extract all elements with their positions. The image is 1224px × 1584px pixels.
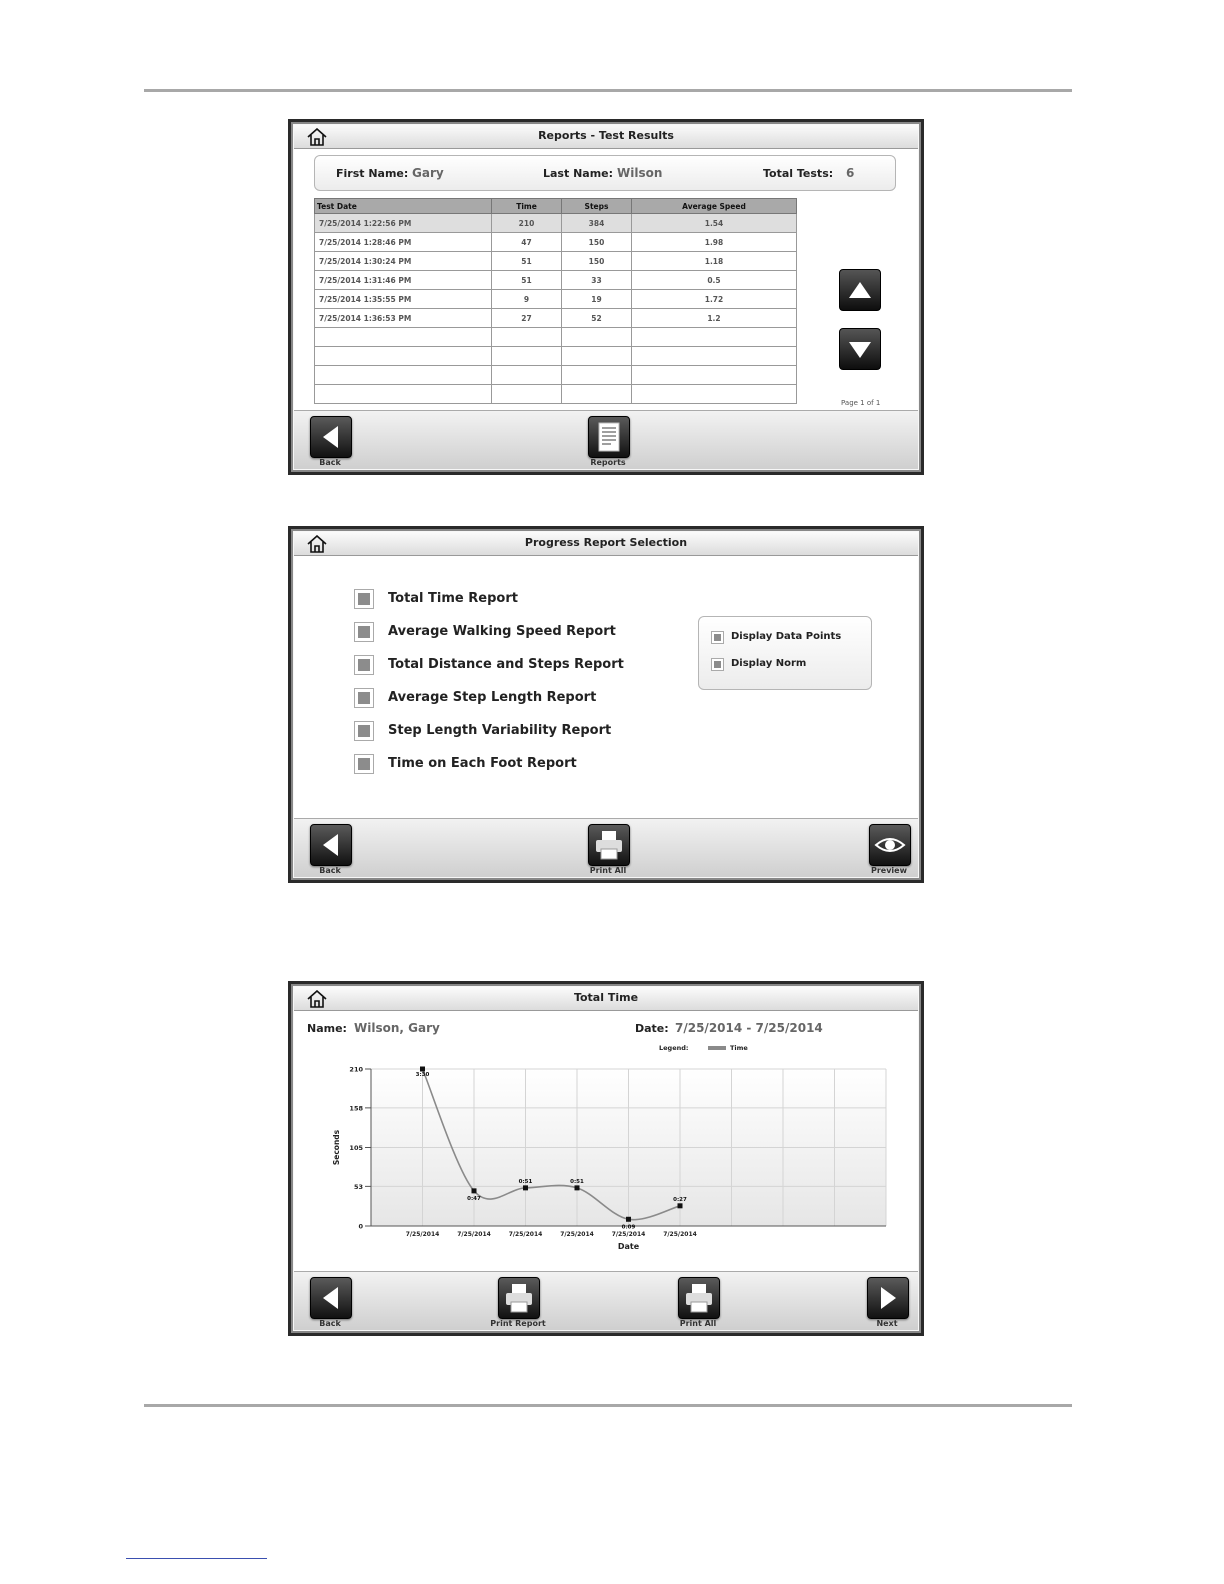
table-cell: 7/25/2014 1:35:55 PM [315, 290, 492, 309]
back-arrow-icon [311, 825, 351, 865]
table-cell [632, 347, 797, 366]
x-tick-label: 7/25/2014 [611, 1231, 646, 1238]
display-option-checkbox[interactable] [711, 631, 724, 644]
table-cell: 7/25/2014 1:22:56 PM [315, 214, 492, 233]
x-tick-label: 7/25/2014 [560, 1231, 594, 1238]
table-cell: 9 [492, 290, 562, 309]
content-area [294, 149, 918, 412]
table-cell: 1.18 [632, 252, 797, 271]
column-header[interactable]: Test Date [315, 199, 492, 214]
report-option-label: Average Walking Speed Report [388, 624, 616, 639]
table-cell [562, 366, 632, 385]
total-tests-value: 6 [846, 166, 855, 180]
back-button[interactable] [310, 1277, 352, 1319]
table-cell [315, 366, 492, 385]
table-cell: 384 [562, 214, 632, 233]
table-cell: 27 [492, 309, 562, 328]
back-arrow-icon [311, 1278, 351, 1318]
last-name-value: Wilson [617, 166, 663, 180]
table-cell: 1.72 [632, 290, 797, 309]
table-cell: 7/25/2014 1:30:24 PM [315, 252, 492, 271]
table-row[interactable] [315, 271, 797, 290]
table-row[interactable] [315, 252, 797, 271]
x-tick-label: 7/25/2014 [663, 1231, 697, 1238]
reports-button[interactable] [588, 416, 630, 458]
total-time-chart [294, 1059, 924, 1269]
y-axis-title: Seconds [332, 1129, 341, 1166]
print-all-button[interactable] [588, 824, 630, 866]
back-button[interactable] [310, 416, 352, 458]
table-cell: 150 [562, 252, 632, 271]
table-cell: 51 [492, 271, 562, 290]
preview-button[interactable] [869, 824, 911, 866]
screen-title: Reports - Test Results [538, 129, 674, 142]
content-area [294, 556, 918, 821]
up-arrow-icon [840, 270, 880, 310]
display-option-checkbox[interactable] [711, 658, 724, 671]
patient-info-bar [314, 155, 896, 191]
y-tick-label: 53 [353, 1182, 363, 1191]
y-tick-label: 210 [349, 1065, 363, 1074]
name-value: Wilson, Gary [354, 1021, 440, 1035]
table-cell: 47 [492, 233, 562, 252]
display-option-label: Display Norm [731, 658, 807, 669]
report-checkbox[interactable] [354, 754, 374, 774]
print-all-label: Print All [589, 866, 627, 875]
empty-table-row [315, 366, 797, 385]
column-header[interactable]: Time [492, 199, 562, 214]
table-cell: 210 [492, 214, 562, 233]
table-cell [492, 328, 562, 347]
y-tick-label: 158 [349, 1104, 363, 1113]
legend-item-time: Time [730, 1044, 748, 1052]
table-cell: 7/25/2014 1:28:46 PM [315, 233, 492, 252]
back-label: Back [319, 458, 341, 467]
first-name-label: First Name: [336, 167, 409, 180]
back-button[interactable] [310, 824, 352, 866]
report-document-icon [589, 417, 629, 457]
screen-title: Progress Report Selection [524, 536, 688, 549]
printer-icon [589, 825, 629, 865]
table-cell: 52 [562, 309, 632, 328]
data-label: 0:27 [673, 1196, 687, 1203]
report-option-label: Step Length Variability Report [388, 723, 612, 738]
table-cell [492, 385, 562, 404]
display-options-box [698, 616, 872, 690]
data-label: 0:09 [621, 1224, 636, 1231]
table-cell: 51 [492, 252, 562, 271]
scroll-down-button[interactable] [839, 328, 881, 370]
print-report-label: Print Report [490, 1319, 546, 1328]
data-label: 0:51 [518, 1178, 533, 1185]
table-cell: 19 [562, 290, 632, 309]
back-label: Back [319, 1319, 341, 1328]
reports-label: Reports [590, 458, 626, 467]
home-icon[interactable] [306, 990, 328, 1008]
report-checkbox[interactable] [354, 721, 374, 741]
table-header [315, 199, 797, 214]
next-label: Next [876, 1319, 898, 1328]
last-name-label: Last Name: [543, 167, 614, 180]
page-indicator: Page 1 of 1 [841, 399, 881, 407]
table-cell [492, 347, 562, 366]
data-label: 0:47 [467, 1195, 481, 1202]
title-bar [294, 532, 918, 556]
printer-icon [499, 1278, 539, 1318]
empty-table-row [315, 328, 797, 347]
empty-table-row [315, 385, 797, 404]
table-cell [562, 385, 632, 404]
date-label: Date: [635, 1022, 669, 1035]
home-icon[interactable] [306, 128, 328, 146]
legend-swatch [708, 1046, 726, 1050]
table-row[interactable] [315, 233, 797, 252]
y-tick-label: 105 [349, 1144, 363, 1152]
x-axis-title: Date [617, 1242, 640, 1251]
table-row[interactable] [315, 214, 797, 233]
table-cell: 1.54 [632, 214, 797, 233]
report-option-label: Time on Each Foot Report [388, 756, 577, 771]
column-header[interactable]: Steps [562, 199, 632, 214]
print-report-button[interactable] [498, 1277, 540, 1319]
report-option-label: Total Distance and Steps Report [388, 657, 624, 672]
table-cell: 1.2 [632, 309, 797, 328]
bottom-toolbar [294, 818, 918, 877]
table-cell: 7/25/2014 1:31:46 PM [315, 271, 492, 290]
report-checkbox[interactable] [354, 589, 374, 609]
data-label: 3:30 [415, 1072, 430, 1078]
data-point [472, 1188, 477, 1193]
preview-label: Preview [870, 866, 907, 875]
table-cell [632, 366, 797, 385]
report-option-label: Average Step Length Report [388, 690, 597, 705]
next-button[interactable] [867, 1277, 909, 1319]
table-cell [562, 328, 632, 347]
table-cell [315, 385, 492, 404]
data-point [575, 1185, 580, 1190]
total-time-chart-screen [288, 981, 924, 1336]
title-bar [294, 987, 918, 1011]
title-bar [294, 125, 918, 149]
table-cell: 0.5 [632, 271, 797, 290]
screen-title: Total Time [573, 991, 639, 1004]
table-cell [562, 347, 632, 366]
down-arrow-icon [840, 329, 880, 369]
data-point [678, 1203, 683, 1208]
footnote-rule [126, 1558, 267, 1559]
scroll-up-button[interactable] [839, 269, 881, 311]
data-point [523, 1185, 528, 1190]
report-checkbox[interactable] [354, 655, 374, 675]
table-cell: 7/25/2014 1:36:53 PM [315, 309, 492, 328]
print-all-button[interactable] [678, 1277, 720, 1319]
table-cell: 33 [562, 271, 632, 290]
first-name-value: Gary [412, 166, 444, 180]
column-header[interactable]: Average Speed [632, 199, 797, 214]
report-checkbox[interactable] [354, 622, 374, 642]
legend-label: Legend: [659, 1044, 689, 1052]
bottom-toolbar [294, 1271, 918, 1330]
table-cell: 1.98 [632, 233, 797, 252]
y-tick-label: 0 [358, 1222, 363, 1231]
table-cell [315, 347, 492, 366]
data-point [626, 1217, 631, 1222]
table-cell: 150 [562, 233, 632, 252]
x-tick-label: 7/25/2014 [405, 1231, 440, 1238]
top-rule [144, 89, 1072, 92]
next-arrow-icon [868, 1278, 908, 1318]
name-label: Name: [307, 1022, 347, 1035]
progress-report-selection-screen [288, 526, 924, 883]
x-tick-label: 7/25/2014 [508, 1231, 543, 1238]
content-area [294, 1011, 918, 1274]
table-cell [492, 366, 562, 385]
test-results-screen [288, 119, 924, 475]
table-cell [632, 328, 797, 347]
bottom-toolbar [294, 410, 918, 469]
data-point [420, 1067, 425, 1072]
empty-table-row [315, 347, 797, 366]
display-option-label: Display Data Points [731, 631, 842, 642]
total-tests-label: Total Tests: [763, 167, 834, 180]
x-tick-label: 7/25/2014 [457, 1231, 491, 1238]
home-icon[interactable] [306, 535, 328, 553]
print-all-label: Print All [679, 1319, 717, 1328]
back-label: Back [319, 866, 341, 875]
report-checkbox[interactable] [354, 688, 374, 708]
eye-icon [870, 825, 910, 865]
printer-icon [679, 1278, 719, 1318]
bottom-rule [144, 1404, 1072, 1407]
table-cell [315, 328, 492, 347]
table-cell [632, 385, 797, 404]
results-table [314, 198, 797, 404]
table-row[interactable] [315, 290, 797, 309]
date-range-value: 7/25/2014 - 7/25/2014 [675, 1021, 823, 1035]
report-option-label: Total Time Report [388, 591, 518, 606]
back-arrow-icon [311, 417, 351, 457]
table-row[interactable] [315, 309, 797, 328]
data-label: 0:51 [570, 1178, 584, 1185]
